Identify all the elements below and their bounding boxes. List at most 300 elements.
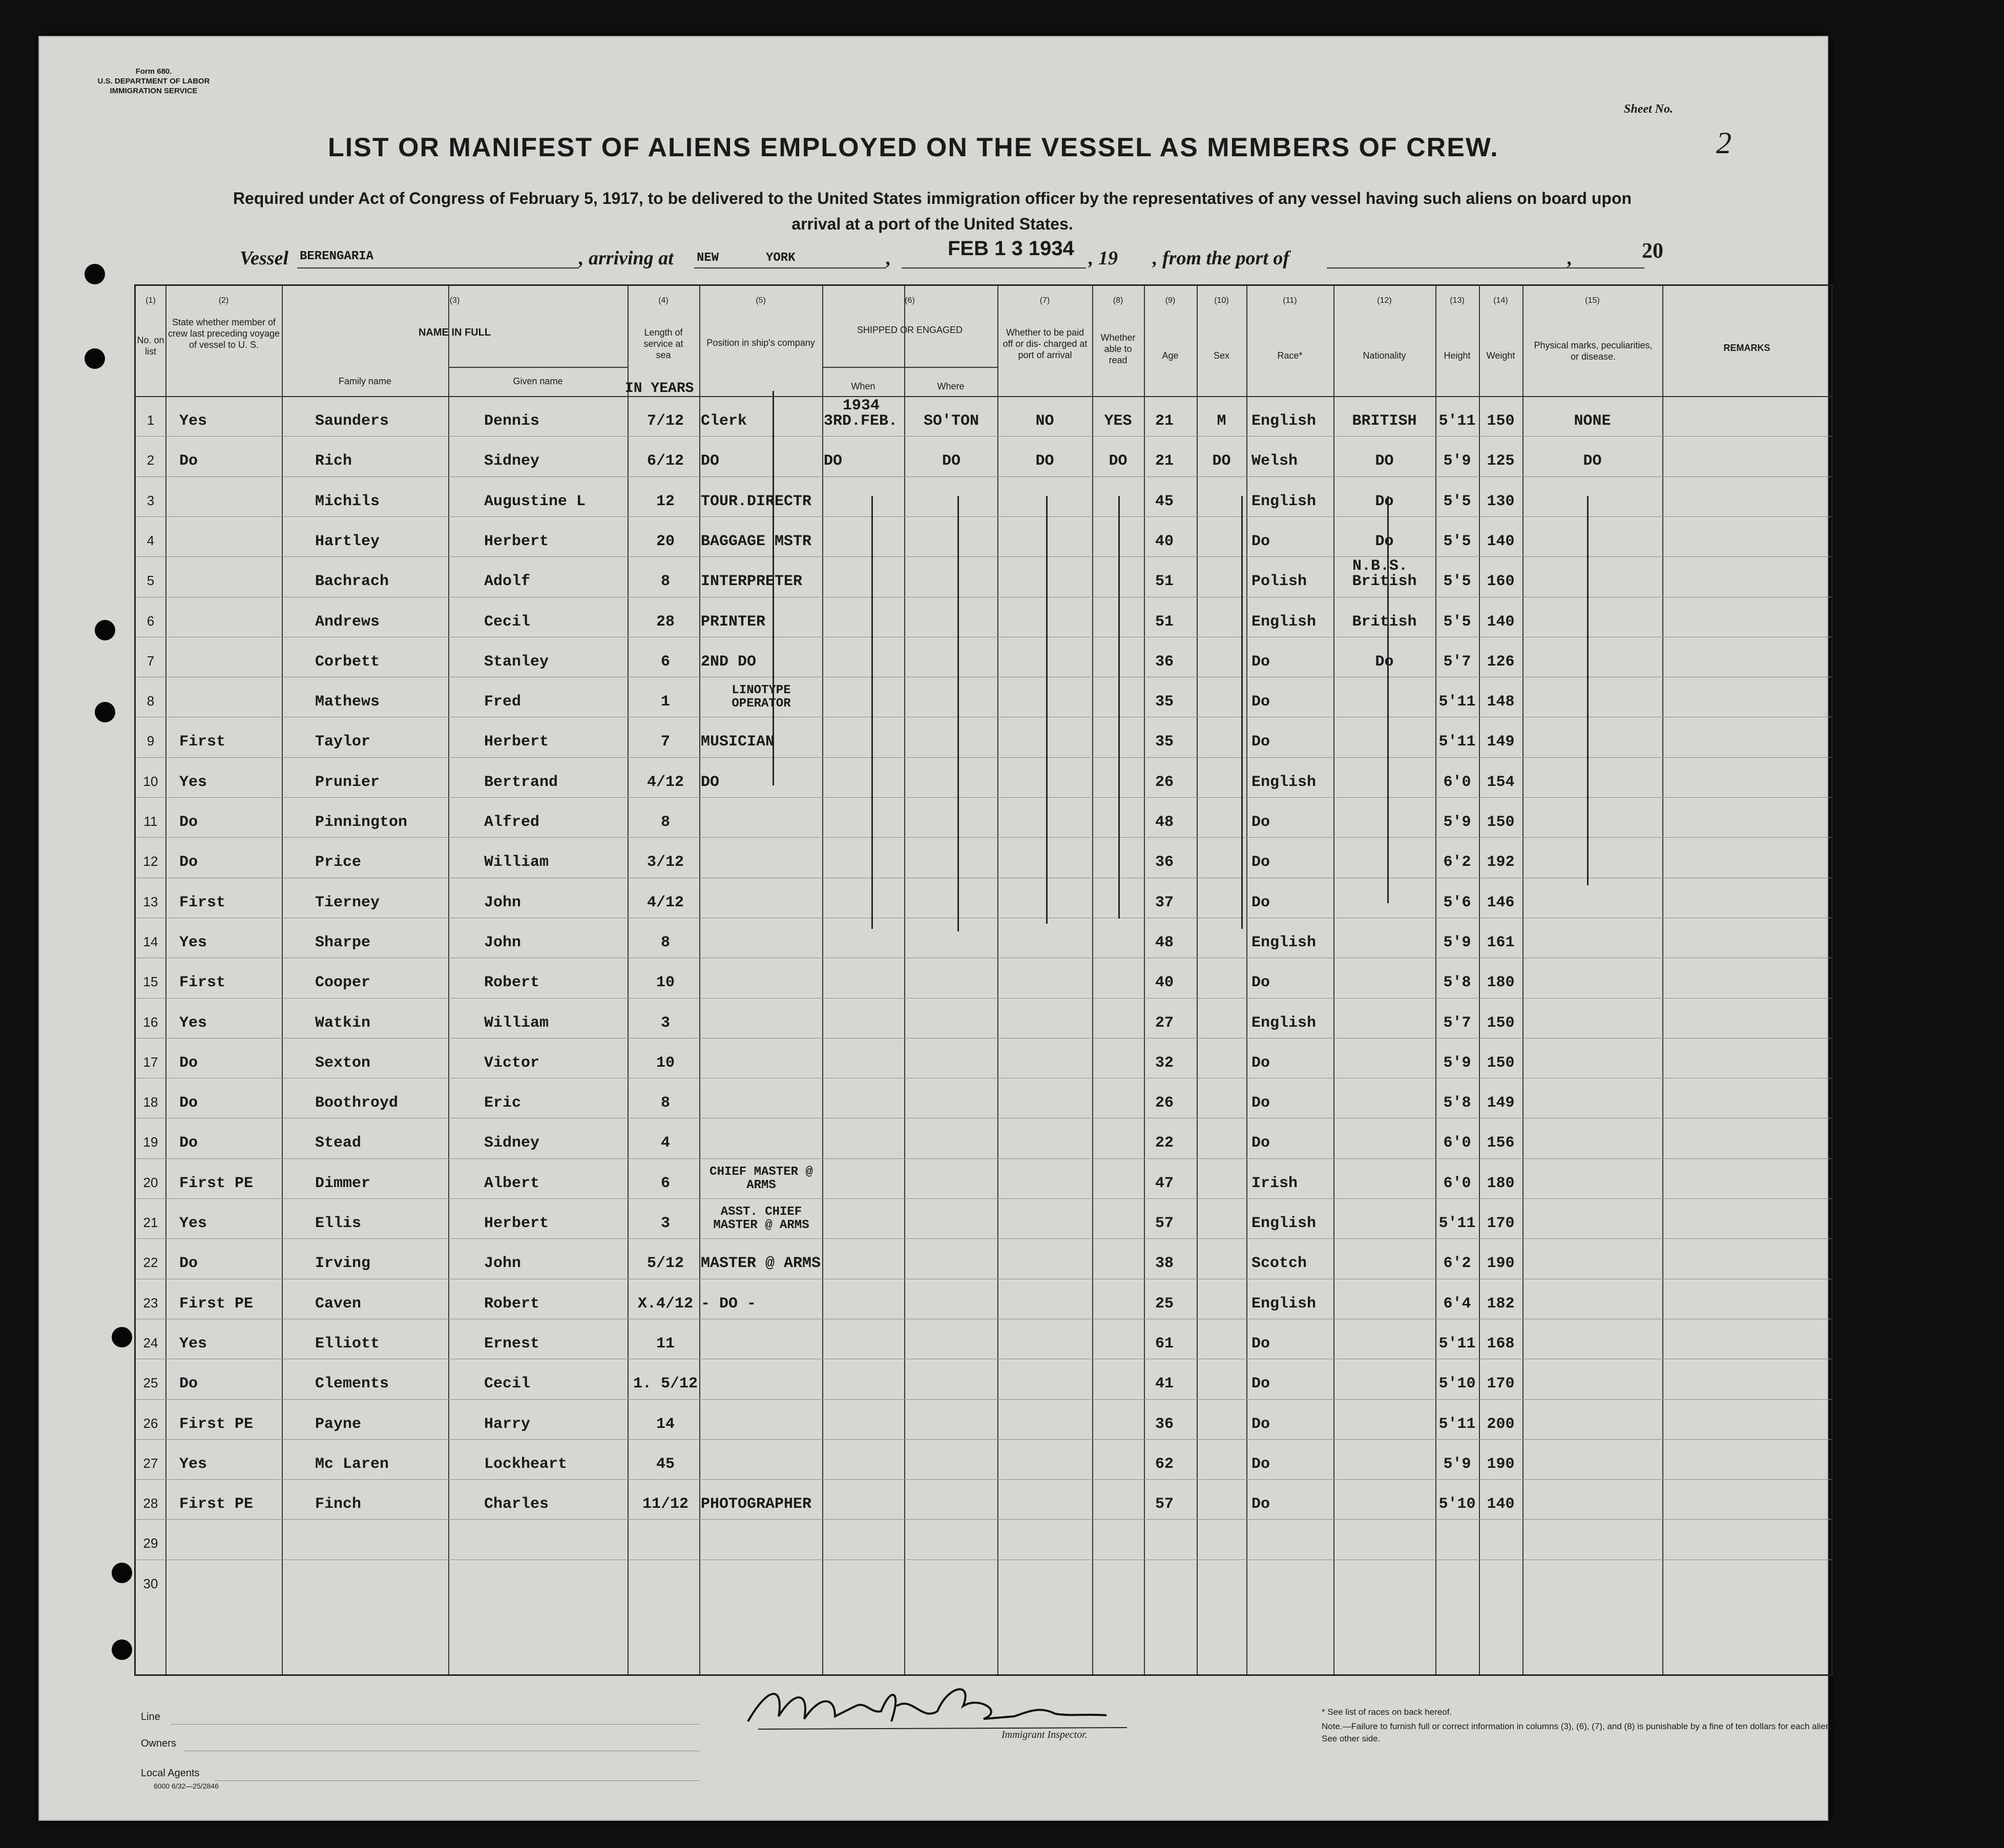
ship-position: INTERPRETER: [701, 573, 803, 591]
col10-header: Sex: [1213, 350, 1230, 361]
family-name: Taylor: [315, 733, 371, 751]
last-voyage: Do: [179, 1255, 198, 1273]
last-voyage: Yes: [179, 773, 207, 791]
last-voyage: First: [179, 894, 226, 911]
local-agents-label: Local Agents: [141, 1768, 200, 1779]
nationality: Do: [1375, 532, 1394, 550]
family-name: Corbett: [315, 653, 380, 671]
race-footnote: * See list of races on back hereof.: [1322, 1707, 1452, 1717]
race: Do: [1251, 1054, 1270, 1072]
row-number: 20: [143, 1174, 158, 1190]
row-rule: [136, 516, 1831, 517]
row-rule: [136, 556, 1831, 557]
binder-hole: [85, 264, 105, 284]
weight: 192: [1487, 854, 1515, 871]
last-voyage: Do: [179, 1134, 198, 1152]
given-name: Herbert: [484, 1215, 549, 1232]
weight: 160: [1487, 573, 1515, 591]
family-name: Price: [315, 854, 362, 871]
vessel-label: Vessel: [240, 247, 288, 269]
given-name: Adolf: [484, 573, 531, 591]
family-name: Andrews: [315, 613, 380, 631]
inspector-signature: [738, 1675, 1158, 1737]
ship-position: ASST. CHIEF MASTER @ ARMS: [713, 1205, 809, 1232]
shipped-when: 3RD.FEB.: [824, 412, 898, 430]
last-voyage: First PE: [179, 1174, 254, 1192]
last-voyage: Do: [179, 854, 198, 871]
penalty-note: Note.—Failure to furnish full or correct information in columns (3), (6), (7), and (8) is punishable by a fine of ten dollars for each alien. See other side.: [1322, 1721, 1833, 1743]
ship-position: Clerk: [701, 412, 747, 430]
col3-header: NAME IN FULL: [418, 327, 491, 338]
length-of-service: 4/12: [646, 773, 684, 791]
age: 35: [1155, 693, 1174, 711]
line-label: Line: [141, 1711, 160, 1722]
nationality: DO: [1375, 452, 1394, 470]
col-divider: [904, 286, 905, 1674]
family-name: Sexton: [315, 1054, 371, 1072]
age: 35: [1155, 733, 1174, 751]
last-voyage: First PE: [179, 1415, 254, 1433]
last-voyage: Do: [179, 1375, 198, 1393]
given-name: Fred: [484, 693, 521, 711]
age: 40: [1155, 974, 1174, 992]
nationality: Do: [1375, 492, 1394, 510]
ship-position: 2ND DO: [701, 653, 757, 671]
age: 36: [1155, 653, 1174, 671]
weight: 150: [1487, 1054, 1515, 1072]
weight: 190: [1487, 1255, 1515, 1273]
race: Do: [1251, 1415, 1270, 1433]
ship-position: - DO -: [701, 1295, 757, 1313]
last-voyage: Do: [179, 1094, 198, 1112]
weight: 130: [1487, 492, 1515, 510]
col-divider: [165, 286, 166, 1674]
height: 5'11: [1438, 1415, 1476, 1433]
race: Do: [1251, 532, 1270, 550]
length-of-service: 3: [660, 1014, 670, 1032]
family-name: Pinnington: [315, 814, 408, 831]
age: 48: [1155, 933, 1174, 951]
row-rule: [136, 436, 1831, 437]
row-rule: [136, 1238, 1831, 1239]
weight: 125: [1487, 452, 1515, 470]
shipped-when: DO: [824, 452, 843, 470]
nationality: British: [1352, 573, 1417, 591]
race: English: [1251, 1295, 1317, 1313]
form-number: Form 680.: [135, 67, 172, 76]
row-number: 17: [143, 1054, 158, 1070]
family-name: Hartley: [315, 532, 380, 550]
row-number: 27: [143, 1455, 158, 1471]
given-name: Herbert: [484, 532, 549, 550]
given-name: Alfred: [484, 814, 540, 831]
age: 41: [1155, 1375, 1174, 1393]
length-of-service: 7/12: [646, 412, 684, 430]
race: English: [1251, 412, 1317, 430]
physical-marks: DO: [1583, 452, 1602, 470]
weight: 150: [1487, 1014, 1515, 1032]
race: Welsh: [1251, 452, 1298, 470]
length-of-service: 12: [656, 492, 675, 510]
age: 26: [1155, 1094, 1174, 1112]
family-name: Finch: [315, 1496, 362, 1513]
binder-hole: [112, 1563, 132, 1583]
col13-number: (13): [1450, 296, 1465, 305]
height: 5'5: [1443, 492, 1471, 510]
col4-header: Length of service at sea: [643, 327, 683, 360]
family-name: Rich: [315, 452, 352, 470]
race: English: [1251, 613, 1317, 631]
height: 5'11: [1438, 412, 1476, 430]
weight: 126: [1487, 653, 1515, 671]
crew-manifest-table: [134, 284, 1833, 1676]
col-divider: [822, 286, 823, 1674]
race: English: [1251, 933, 1317, 951]
row-number: 4: [147, 532, 155, 548]
weight: 140: [1487, 613, 1515, 631]
length-of-service: 6: [660, 1174, 670, 1192]
col6-number: (6): [905, 296, 915, 305]
given-name: Sidney: [484, 1134, 540, 1152]
row-rule: [136, 476, 1831, 477]
race: Do: [1251, 733, 1270, 751]
age: 32: [1155, 1054, 1174, 1072]
col1-number: (1): [145, 296, 156, 305]
ditto-stroke: [1587, 496, 1589, 885]
given-name: Albert: [484, 1174, 540, 1192]
col10-number: (10): [1214, 296, 1229, 305]
family-name: Elliott: [315, 1335, 380, 1353]
last-voyage: Do: [179, 452, 198, 470]
age: 37: [1155, 894, 1174, 911]
family-name: Tierney: [315, 894, 380, 911]
given-name: John: [484, 894, 521, 911]
col12-number: (12): [1377, 296, 1392, 305]
last-voyage: First: [179, 733, 226, 751]
row-rule: [136, 837, 1831, 838]
length-of-service: 6: [660, 653, 670, 671]
height: 6'4: [1443, 1295, 1471, 1313]
row-number: 22: [143, 1255, 158, 1271]
last-voyage: Do: [179, 814, 198, 831]
row-rule: [136, 757, 1831, 758]
owners-label: Owners: [141, 1738, 176, 1749]
length-of-service: 6/12: [646, 452, 684, 470]
given-name: Dennis: [484, 412, 540, 430]
age: 26: [1155, 773, 1174, 791]
given-name: Stanley: [484, 653, 549, 671]
weight: 149: [1487, 733, 1515, 751]
where-header: Where: [937, 381, 965, 391]
family-name: Irving: [315, 1255, 371, 1273]
race: Do: [1251, 1375, 1270, 1393]
last-voyage: Yes: [179, 933, 207, 951]
length-of-service: 14: [656, 1415, 675, 1433]
row-number: 5: [147, 573, 155, 589]
age: 57: [1155, 1215, 1174, 1232]
print-code: 6000 6/32—25/2846: [154, 1782, 219, 1790]
height: 5'10: [1438, 1496, 1476, 1513]
height: 5'9: [1443, 814, 1471, 831]
age: 62: [1155, 1455, 1174, 1473]
col14-number: (14): [1493, 296, 1508, 305]
family-name: Clements: [315, 1375, 389, 1393]
sheet-number: 2: [1716, 126, 1731, 160]
col-divider: [997, 286, 998, 1674]
col-divider: [699, 286, 700, 1674]
ship-position: PHOTOGRAPHER: [701, 1496, 812, 1513]
weight: 140: [1487, 1496, 1515, 1513]
length-of-service: 4/12: [646, 894, 684, 911]
given-name: Herbert: [484, 733, 549, 751]
race: English: [1251, 1014, 1317, 1032]
row-number: 12: [143, 854, 158, 869]
weight: 170: [1487, 1215, 1515, 1232]
ship-position: LINOTYPE OPERATOR: [732, 683, 791, 711]
length-of-service: 11: [656, 1335, 675, 1353]
given-name: William: [484, 854, 549, 871]
race: Do: [1251, 974, 1270, 992]
height: 5'11: [1438, 733, 1476, 751]
shipped-where: SO'TON: [923, 412, 979, 430]
col-divider: [1662, 286, 1663, 1674]
length-of-service: 45: [656, 1455, 675, 1473]
weight: 170: [1487, 1375, 1515, 1393]
ship-position: PRINTER: [701, 613, 766, 631]
comma: ,: [1568, 247, 1573, 269]
nationality-note: N.B.S.: [1352, 557, 1408, 575]
age: 51: [1155, 573, 1174, 591]
family-name: Cooper: [315, 974, 371, 992]
family-name: Mathews: [315, 693, 380, 711]
ship-position: MUSICIAN: [701, 733, 775, 751]
vessel-name: BERENGARIA: [300, 250, 374, 263]
length-of-service: 11/12: [642, 1496, 688, 1513]
row-number: 24: [143, 1335, 158, 1351]
length-of-service: 10: [656, 1054, 675, 1072]
race: Polish: [1251, 573, 1307, 591]
ditto-stroke: [773, 391, 774, 785]
col-divider: [1092, 286, 1093, 1674]
given-name: William: [484, 1014, 549, 1032]
weight: 168: [1487, 1335, 1515, 1353]
length-of-service: X.4/12: [637, 1295, 694, 1313]
row-number: 2: [147, 452, 155, 468]
col13-header: Height: [1444, 350, 1471, 361]
row-number: 26: [143, 1415, 158, 1431]
family-name: Payne: [315, 1415, 362, 1433]
race: Do: [1251, 693, 1270, 711]
date-underline: [902, 267, 1086, 268]
row-number: 11: [143, 814, 158, 829]
race: English: [1251, 492, 1317, 510]
col1-header: No. on list: [137, 335, 164, 357]
ship-position: TOUR.DIRECTR: [701, 492, 812, 510]
row-rule: [136, 1439, 1831, 1440]
race: Do: [1251, 1455, 1270, 1473]
col9-header: Age: [1162, 350, 1179, 361]
age: 21: [1155, 412, 1174, 430]
row-rule: [136, 1479, 1831, 1480]
col-divider: [1522, 286, 1523, 1674]
family-name: Boothroyd: [315, 1094, 399, 1112]
document-title: LIST OR MANIFEST OF ALIENS EMPLOYED ON THE VESSEL AS MEMBERS OF CREW.: [328, 133, 1499, 162]
weight: 154: [1487, 773, 1515, 791]
last-voyage: First PE: [179, 1496, 254, 1513]
binder-hole: [95, 702, 115, 722]
row-number: 14: [143, 933, 158, 949]
age: 36: [1155, 1415, 1174, 1433]
length-of-service: 20: [656, 532, 675, 550]
weight: 149: [1487, 1094, 1515, 1112]
height: 5'5: [1443, 532, 1471, 550]
race: Do: [1251, 814, 1270, 831]
col2-header: State whether member of crew last preceding voyage of vessel to U. S.: [168, 317, 280, 350]
row-number: 9: [147, 733, 155, 749]
height: 5'5: [1443, 613, 1471, 631]
ship-position: CHIEF MASTER @ ARMS: [709, 1165, 813, 1192]
col7-header: Whether to be paid off or dis- charged at port of arrival: [1003, 327, 1088, 360]
row-number: 8: [147, 693, 155, 709]
given-name: Lockheart: [484, 1455, 568, 1473]
height: 5'7: [1443, 653, 1471, 671]
vessel-underline: [297, 267, 579, 268]
weight: 150: [1487, 814, 1515, 831]
race: Do: [1251, 1134, 1270, 1152]
ship-position: BAGGAGE MSTR: [701, 532, 812, 550]
row-number: 15: [143, 974, 158, 990]
last-voyage: Yes: [179, 1215, 207, 1232]
height: 6'0: [1443, 773, 1471, 791]
height: 6'0: [1443, 1174, 1471, 1192]
shipped-year: 1934: [843, 397, 880, 414]
comma: ,: [886, 247, 891, 269]
height: 5'9: [1443, 1054, 1471, 1072]
row-rule: [136, 1198, 1831, 1199]
ditto-stroke: [957, 496, 959, 931]
row-number: 13: [143, 894, 158, 909]
weight: 180: [1487, 974, 1515, 992]
given-name: Robert: [484, 974, 540, 992]
age: 40: [1155, 532, 1174, 550]
race: Do: [1251, 1094, 1270, 1112]
family-name: Prunier: [315, 773, 380, 791]
weight: 140: [1487, 532, 1515, 550]
row-rule: [136, 1399, 1831, 1400]
ditto-stroke: [1241, 496, 1243, 929]
nationality: British: [1352, 613, 1417, 631]
length-of-service: 4: [660, 1134, 670, 1152]
length-of-service: 8: [660, 933, 670, 951]
weight: 180: [1487, 1174, 1515, 1192]
paid-off: NO: [1035, 412, 1054, 430]
age: 21: [1155, 452, 1174, 470]
sex: DO: [1212, 452, 1231, 470]
given-name: John: [484, 1255, 521, 1273]
col-divider: [1197, 286, 1198, 1674]
given-name: Robert: [484, 1295, 540, 1313]
age: 61: [1155, 1335, 1174, 1353]
col8-number: (8): [1113, 296, 1123, 305]
row-number: 18: [143, 1094, 158, 1110]
row-number: 30: [143, 1575, 158, 1591]
race: English: [1251, 1215, 1317, 1232]
col-divider: [1246, 286, 1247, 1674]
row-number: 6: [147, 613, 155, 629]
age: 22: [1155, 1134, 1174, 1152]
race: Do: [1251, 653, 1270, 671]
row-number: 7: [147, 653, 155, 669]
year-end: 20: [1642, 239, 1663, 263]
age: 27: [1155, 1014, 1174, 1032]
age: 47: [1155, 1174, 1174, 1192]
given-name-header: Given name: [513, 376, 563, 386]
col9-number: (9): [1165, 296, 1176, 305]
row-number: 3: [147, 492, 155, 508]
arrival-port-b: YORK: [766, 251, 796, 265]
height: 5'5: [1443, 573, 1471, 591]
family-name: Caven: [315, 1295, 362, 1313]
ship-position: DO: [701, 773, 720, 791]
weight: 190: [1487, 1455, 1515, 1473]
port-underline: [694, 267, 886, 268]
race: Do: [1251, 854, 1270, 871]
col7-number: (7): [1039, 296, 1050, 305]
weight: 156: [1487, 1134, 1515, 1152]
ditto-stroke: [871, 496, 873, 929]
nationality: Do: [1375, 653, 1394, 671]
last-voyage: Yes: [179, 1455, 207, 1473]
height: 5'9: [1443, 933, 1471, 951]
weight: 200: [1487, 1415, 1515, 1433]
col15-header: Physical marks, peculiarities, or disease.: [1534, 340, 1653, 362]
year-prefix: , 19: [1089, 247, 1118, 269]
sheet-label: Sheet No.: [1624, 102, 1673, 116]
col-divider: [448, 286, 449, 1674]
race: Do: [1251, 1496, 1270, 1513]
height: 6'0: [1443, 1134, 1471, 1152]
given-name: John: [484, 933, 521, 951]
family-name: Mc Laren: [315, 1455, 389, 1473]
ship-position: MASTER @ ARMS: [701, 1255, 821, 1273]
height: 5'8: [1443, 1094, 1471, 1112]
family-name-header: Family name: [338, 376, 392, 386]
ditto-stroke: [1387, 496, 1389, 903]
col14-header: Weight: [1486, 350, 1515, 361]
height: 5'11: [1438, 693, 1476, 711]
ditto-stroke: [1118, 496, 1120, 919]
row-number: 21: [143, 1215, 158, 1230]
height: 5'7: [1443, 1014, 1471, 1032]
last-voyage: Yes: [179, 412, 207, 430]
height: 5'11: [1438, 1335, 1476, 1353]
ship-position: DO: [701, 452, 720, 470]
last-voyage: Do: [179, 1054, 198, 1072]
length-of-service: 3: [660, 1215, 670, 1232]
ditto-stroke: [1046, 496, 1048, 924]
row-number: 29: [143, 1535, 158, 1551]
physical-marks: NONE: [1574, 412, 1611, 430]
able-to-read: DO: [1109, 452, 1128, 470]
family-name: Watkin: [315, 1014, 371, 1032]
given-name: Cecil: [484, 613, 531, 631]
height: 5'11: [1438, 1215, 1476, 1232]
binder-hole: [95, 620, 115, 640]
document-subtitle: Required under Act of Congress of February 5, 1917, to be delivered to the United States immigration officer by the representatives of any vessel having such aliens on board upon arrival at a port of the United States.: [233, 189, 1632, 233]
race: Irish: [1251, 1174, 1298, 1192]
col3-number: (3): [449, 296, 460, 305]
age: 25: [1155, 1295, 1174, 1313]
